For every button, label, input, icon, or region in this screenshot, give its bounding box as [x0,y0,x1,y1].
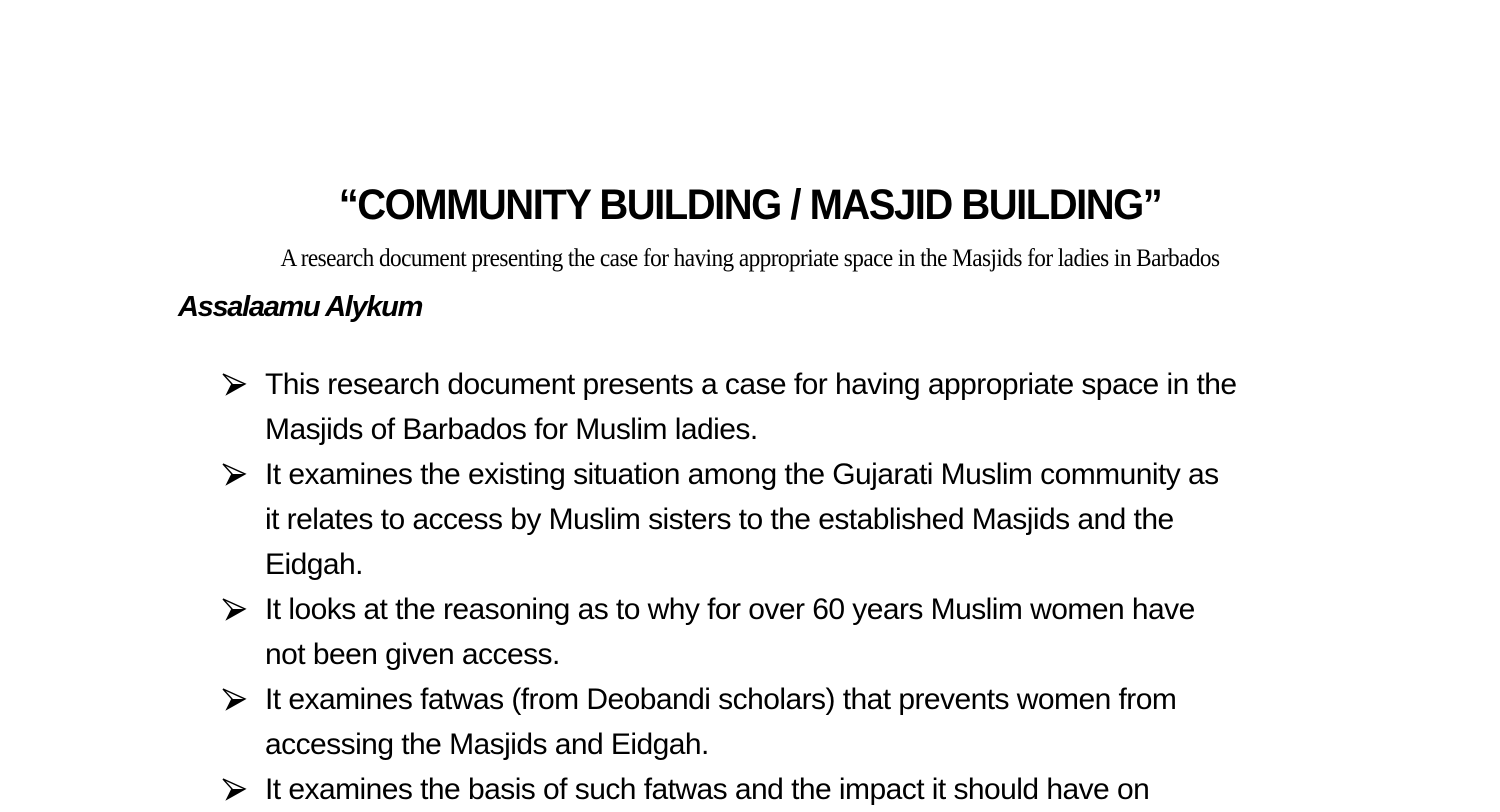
arrowhead-bullet-icon [222,778,246,800]
list-item-text: It examines the existing situation among the Gujarati Muslim community as [265,458,1219,491]
greeting-heading: Assalaamu Alykum [178,291,423,323]
arrowhead-bullet-icon [222,373,246,395]
list-item [222,452,1332,587]
list-item [222,677,1332,767]
arrowhead-bullet-icon [222,688,246,710]
arrowhead-bullet-icon [222,598,246,620]
document-title: “COMMUNITY BUILDING / MASJID BUILDING” [338,181,1162,229]
bullet-list [222,362,1332,812]
document-subtitle: A research document presenting the case for having appropriate space in the Masjids for ladies in Barbados [280,245,1220,272]
list-item [222,767,1332,812]
list-item-text: It examines the basis of such fatwas and the impact it should have on [265,773,1150,806]
list-item-text: it relates to access by Muslim sisters to the established Masjids and the [265,503,1174,536]
list-item-text: not been given access. [265,638,560,671]
list-item-text: accessing the Masjids and Eidgah. [265,728,709,761]
list-item [222,362,1332,452]
list-item [222,587,1332,677]
list-item-text: Masjids of Barbados for Muslim ladies. [265,413,758,446]
list-item-text: It examines fatwas (from Deobandi scholars) that prevents women from [265,683,1177,716]
arrowhead-bullet-icon [222,463,246,485]
list-item-text: This research document presents a case for having appropriate space in the [265,368,1237,401]
list-item-text: It looks at the reasoning as to why for over 60 years Muslim women have [265,593,1195,626]
list-item-text: Eidgah. [265,548,363,581]
